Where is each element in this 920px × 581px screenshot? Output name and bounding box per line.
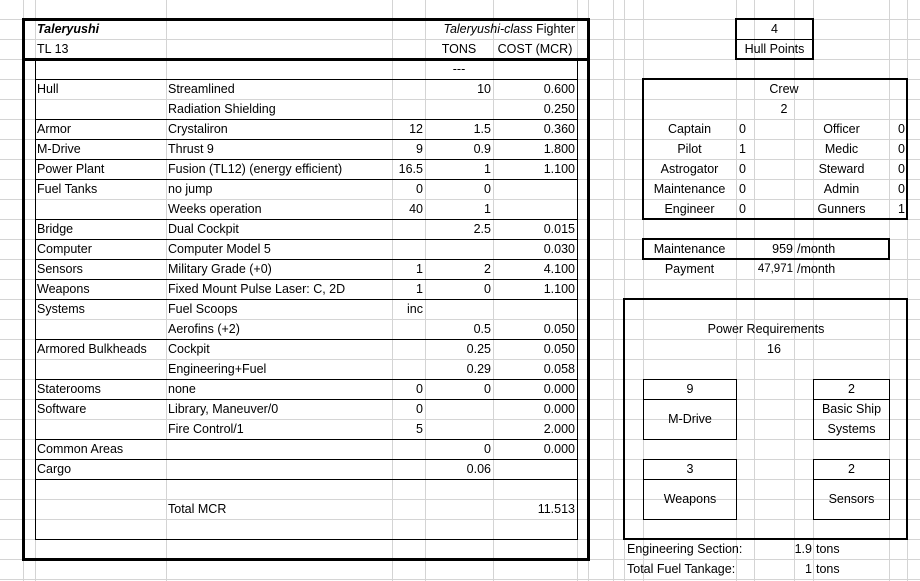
value-cell[interactable]	[392, 100, 423, 120]
maintenance-label: Maintenance	[653, 242, 726, 256]
cost-cell[interactable]	[493, 200, 575, 220]
value-cell[interactable]: 1	[416, 262, 423, 276]
crew-role-count[interactable]: 0	[739, 122, 746, 136]
dashes-cell[interactable]: ---	[452, 62, 466, 76]
component-cell[interactable]: Aerofins (+2)	[168, 322, 240, 336]
fuel-tankage-label: Total Fuel Tankage:	[627, 562, 736, 576]
ship-class[interactable]	[400, 20, 575, 40]
cost-cell[interactable]: 0.600	[543, 82, 575, 96]
payment-unit: /month	[797, 262, 836, 276]
crew-role-label: Officer	[823, 122, 860, 136]
cost-cell[interactable]: 0.000	[543, 402, 575, 416]
class-name: Taleryushi-class	[443, 22, 533, 36]
crew-role-count[interactable]: 1	[898, 202, 905, 216]
tons-cell[interactable]: 0.5	[473, 322, 491, 336]
component-cell[interactable]: Engineering+Fuel	[168, 362, 267, 376]
cost-cell[interactable]: 0.000	[543, 442, 575, 456]
category-label[interactable]: Common Areas	[37, 442, 124, 456]
engineering-section-value[interactable]: 1.9	[794, 542, 812, 556]
class-type: Fighter	[536, 22, 575, 36]
power-title: Power Requirements	[707, 322, 825, 336]
mdrive-power-value[interactable]: 9	[686, 382, 694, 396]
group-divider	[35, 79, 578, 80]
component-cell[interactable]: none	[168, 382, 196, 396]
component-cell[interactable]: Military Grade (+0)	[168, 262, 272, 276]
category-label[interactable]: Computer	[37, 242, 92, 256]
tons-cell[interactable]: 0.25	[466, 342, 491, 356]
category-label[interactable]: Systems	[37, 302, 85, 316]
cost-cell[interactable]	[493, 300, 575, 320]
fuel-tankage-value[interactable]: 1	[805, 562, 812, 576]
fuel-tankage-unit: tons	[816, 562, 840, 576]
tons-cell[interactable]: 2	[484, 262, 491, 276]
basic-systems-label-2: Systems	[827, 422, 876, 436]
category-label[interactable]: Armored Bulkheads	[37, 342, 147, 356]
total-label[interactable]: Total MCR	[168, 502, 227, 516]
category-label[interactable]: Staterooms	[37, 382, 101, 396]
component-cell[interactable]: no jump	[168, 182, 213, 196]
engineering-section-unit: tons	[816, 542, 840, 556]
crew-total[interactable]: 2	[780, 102, 788, 116]
crew-role-label: Gunners	[817, 202, 866, 216]
tons-cell[interactable]: 1	[484, 202, 491, 216]
crew-role-count[interactable]: 0	[898, 182, 905, 196]
category-label[interactable]: Cargo	[37, 462, 72, 476]
crew-role-label: Pilot	[677, 142, 702, 156]
crew-role-count[interactable]: 1	[739, 142, 746, 156]
tons-cell[interactable]: 0	[484, 382, 491, 396]
tons-header: TONS	[441, 42, 477, 56]
component-cell[interactable]: Weeks operation	[168, 202, 262, 216]
hull-points-value[interactable]: 4	[771, 22, 778, 36]
category-label[interactable]: Armor	[37, 122, 72, 136]
value-cell[interactable]: 0	[416, 182, 423, 196]
tons-cell[interactable]: 10	[477, 82, 491, 96]
value-cell[interactable]: 9	[416, 142, 423, 156]
crew-role-count[interactable]: 0	[898, 162, 905, 176]
weapons-power-label: Weapons	[663, 492, 717, 506]
crew-role-label: Maintenance	[653, 182, 726, 196]
value-cell[interactable]	[392, 320, 423, 340]
crew-role-label: Medic	[824, 142, 859, 156]
cost-header: COST (MCR)	[497, 42, 573, 56]
value-cell[interactable]	[392, 440, 423, 460]
cost-cell[interactable]	[493, 180, 575, 200]
category-label[interactable]: M-Drive	[37, 142, 81, 156]
tons-cell[interactable]: 0.9	[473, 142, 491, 156]
component-cell[interactable]: Fusion (TL12) (energy efficient)	[168, 162, 343, 176]
category-label[interactable]: Weapons	[37, 282, 90, 296]
component-cell[interactable]: Cockpit	[168, 342, 210, 356]
power-total[interactable]: 16	[767, 342, 781, 356]
value-cell[interactable]	[392, 220, 423, 240]
value-cell[interactable]	[392, 240, 423, 260]
crew-title: Crew	[769, 82, 799, 96]
category-label[interactable]: Software	[37, 402, 87, 416]
component-cell[interactable]: Dual Cockpit	[168, 222, 239, 236]
crew-role-label: Astrogator	[660, 162, 719, 176]
value-cell[interactable]	[392, 340, 423, 360]
tons-cell[interactable]	[425, 420, 491, 440]
component-cell[interactable]: Library, Maneuver/0	[168, 402, 279, 416]
ship-name[interactable]: Taleryushi	[37, 22, 100, 36]
tons-cell[interactable]: 2.5	[473, 222, 491, 236]
category-label[interactable]: Power Plant	[37, 162, 105, 176]
crew-role-count[interactable]: 0	[898, 142, 905, 156]
maintenance-value[interactable]: 959	[772, 242, 793, 256]
hull-points-label: Hull Points	[744, 42, 805, 56]
crew-role-count[interactable]: 0	[739, 162, 746, 176]
component-cell[interactable]: Fuel Scoops	[168, 302, 238, 316]
value-cell[interactable]: 0	[416, 382, 423, 396]
group-divider	[35, 479, 578, 480]
sensors-power-value[interactable]: 2	[848, 462, 855, 476]
value-cell[interactable]	[392, 460, 423, 480]
cost-cell[interactable]: 0.250	[543, 102, 575, 116]
weapons-power-value[interactable]: 3	[686, 462, 694, 476]
basic-systems-power-value[interactable]: 2	[848, 382, 855, 396]
tons-cell[interactable]: 0	[484, 282, 491, 296]
payment-value[interactable]: 47,971	[757, 263, 793, 275]
cost-cell[interactable]: 0.058	[543, 362, 575, 376]
value-cell[interactable]: 40	[409, 202, 423, 216]
crew-role-count[interactable]: 0	[898, 122, 905, 136]
gridline	[613, 0, 614, 581]
basic-systems-label-1: Basic Ship	[821, 402, 882, 416]
component-cell[interactable]: Computer Model 5	[168, 242, 271, 256]
component-cell[interactable]: Radiation Shielding	[168, 102, 276, 116]
cost-cell[interactable]: 0.050	[543, 342, 575, 356]
crew-role-label: Engineer	[664, 202, 715, 216]
tons-cell[interactable]: 0.06	[466, 462, 491, 476]
tons-cell[interactable]: 1.5	[473, 122, 491, 136]
category-label[interactable]: Fuel Tanks	[37, 182, 98, 196]
component-cell[interactable]: Fire Control/1	[168, 422, 244, 436]
cost-cell[interactable]: 2.000	[543, 422, 575, 436]
value-cell[interactable]: 16.5	[398, 162, 423, 176]
category-label[interactable]: Hull	[37, 82, 59, 96]
cost-cell[interactable]: 1.100	[543, 282, 575, 296]
tons-cell[interactable]: 1	[484, 162, 491, 176]
crew-role-label: Captain	[667, 122, 712, 136]
cost-cell[interactable]: 0.050	[543, 322, 575, 336]
value-cell[interactable]: 1	[416, 282, 423, 296]
cost-cell[interactable]	[493, 460, 575, 480]
tons-cell[interactable]: 0.29	[466, 362, 491, 376]
cost-cell[interactable]: 4.100	[543, 262, 575, 276]
component-cell[interactable]: Thrust 9	[168, 142, 214, 156]
tons-cell[interactable]	[425, 300, 491, 320]
component-cell[interactable]: Crystaliron	[168, 122, 228, 136]
cost-cell[interactable]: 1.800	[543, 142, 575, 156]
mdrive-power-label: M-Drive	[668, 412, 712, 426]
total-value[interactable]: 11.513	[537, 502, 575, 516]
maintenance-unit: /month	[797, 242, 836, 256]
tons-cell[interactable]	[425, 400, 491, 420]
engineering-section-label: Engineering Section:	[627, 542, 743, 556]
cost-cell[interactable]: 1.100	[543, 162, 575, 176]
tons-cell[interactable]: 0	[484, 442, 491, 456]
crew-role-label: Admin	[823, 182, 860, 196]
payment-label: Payment	[664, 262, 715, 276]
value-cell[interactable]: inc	[407, 302, 423, 316]
component-cell[interactable]: Streamlined	[168, 82, 235, 96]
crew-role-count[interactable]: 0	[739, 202, 746, 216]
crew-role-label: Steward	[818, 162, 865, 176]
category-label[interactable]: Bridge	[37, 222, 74, 236]
tons-cell[interactable]: 0	[484, 182, 491, 196]
value-cell[interactable]	[392, 80, 423, 100]
tech-level[interactable]: TL 13	[37, 42, 69, 56]
tons-cell[interactable]	[425, 100, 491, 120]
component-cell[interactable]: Fixed Mount Pulse Laser: C, 2D	[168, 282, 346, 296]
value-cell[interactable]: 5	[416, 422, 423, 436]
cost-cell[interactable]: 0.000	[543, 382, 575, 396]
value-cell[interactable]	[392, 360, 423, 380]
cost-cell[interactable]: 0.030	[543, 242, 575, 256]
crew-role-count[interactable]: 0	[739, 182, 746, 196]
cost-cell[interactable]: 0.360	[543, 122, 575, 136]
value-cell[interactable]: 12	[409, 122, 423, 136]
cost-cell[interactable]: 0.015	[543, 222, 575, 236]
value-cell[interactable]: 0	[416, 402, 423, 416]
tons-cell[interactable]	[425, 240, 491, 260]
sensors-power-label: Sensors	[828, 492, 875, 506]
category-label[interactable]: Sensors	[37, 262, 83, 276]
